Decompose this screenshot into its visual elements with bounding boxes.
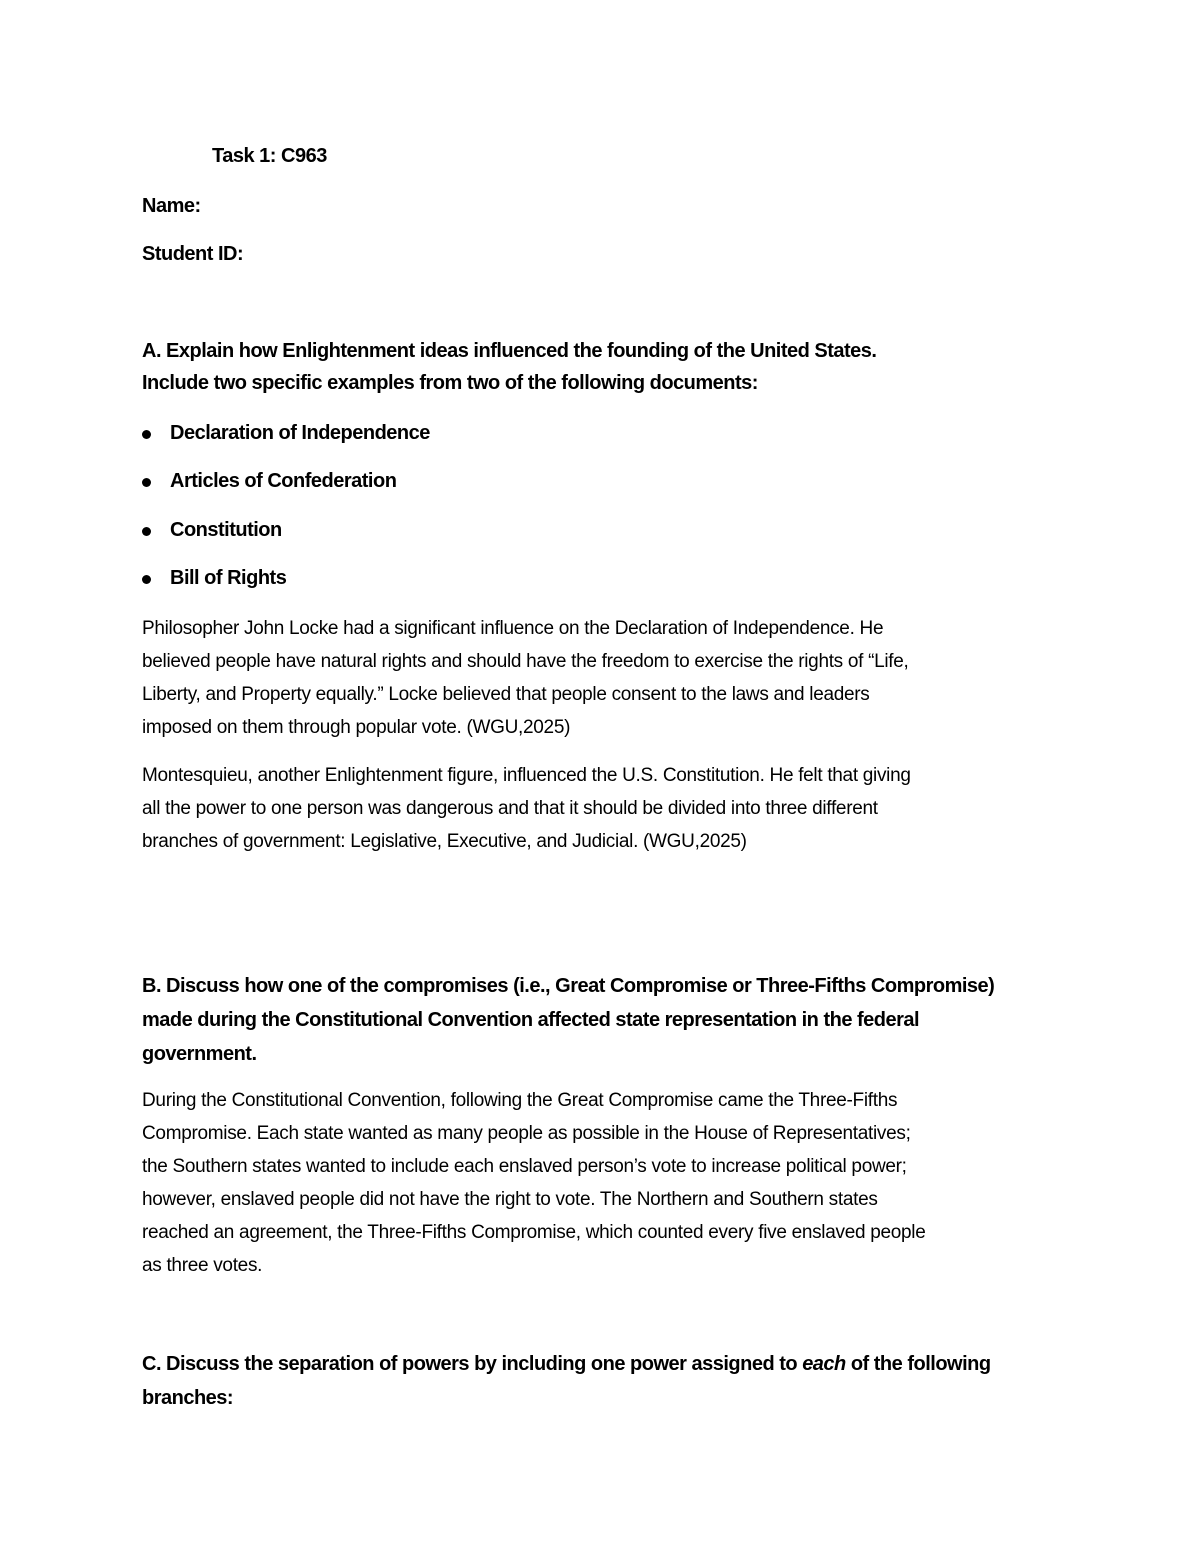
- prompt-line: branches:: [142, 1387, 234, 1409]
- paragraph-line: the Southern states wanted to include each enslaved person’s vote to increase political power;: [142, 1156, 907, 1177]
- document-item-label: Declaration of Independence: [170, 422, 430, 444]
- bullet-icon: [142, 430, 151, 439]
- section-b-prompt: [142, 969, 1072, 1071]
- name-label: Name:: [142, 195, 201, 217]
- paragraph-line: reached an agreement, the Three-Fifths Compromise, which counted every five enslaved people: [142, 1222, 926, 1243]
- paragraph-line: Liberty, and Property equally.” Locke believed that people consent to the laws and leaders: [142, 684, 870, 705]
- prompt-text: C. Discuss the separation of powers by including one power assigned to: [142, 1353, 803, 1375]
- section-a-answer-paragraph-2: [142, 759, 1072, 858]
- document-item-label: Constitution: [170, 519, 282, 541]
- task-title: Task 1: C963: [212, 145, 327, 167]
- list-item: [142, 468, 742, 496]
- prompt-text: of the following: [845, 1353, 991, 1375]
- section-a-answer-paragraph-1: [142, 612, 1072, 744]
- bullet-icon: [142, 478, 151, 487]
- paragraph-line: all the power to one person was dangerous and that it should be divided into three different: [142, 798, 878, 819]
- bullet-icon: [142, 527, 151, 536]
- section-c-prompt: [142, 1347, 1072, 1415]
- prompt-line: [142, 1347, 1072, 1381]
- student-id-label: Student ID:: [142, 243, 244, 265]
- paragraph-line: Philosopher John Locke had a significant influence on the Declaration of Independence. He: [142, 618, 884, 639]
- list-item: [142, 565, 742, 593]
- section-a-prompt-line2: Include two specific examples from two of the following documents:: [142, 372, 758, 394]
- paragraph-line: believed people have natural rights and should have the freedom to exercise the rights of “Life,: [142, 651, 909, 672]
- prompt-line: made during the Constitutional Convention affected state representation in the federal: [142, 1009, 920, 1031]
- paragraph-line: as three votes.: [142, 1255, 263, 1276]
- prompt-line: government.: [142, 1043, 257, 1065]
- document-item-label: Bill of Rights: [170, 567, 287, 589]
- paragraph-line: During the Constitutional Convention, following the Great Compromise came the Three-Fifths: [142, 1090, 898, 1111]
- document-item-label: Articles of Confederation: [170, 470, 397, 492]
- prompt-line: B. Discuss how one of the compromises (i.e., Great Compromise or Three-Fifths Compromise): [142, 975, 995, 997]
- bullet-icon: [142, 575, 151, 584]
- paragraph-line: Compromise. Each state wanted as many people as possible in the House of Representatives;: [142, 1123, 911, 1144]
- paragraph-line: Montesquieu, another Enlightenment figure, influenced the U.S. Constitution. He felt that giving: [142, 765, 911, 786]
- list-item: [142, 517, 742, 545]
- list-item: [142, 420, 742, 448]
- prompt-emphasis: each: [802, 1353, 846, 1375]
- paragraph-line: imposed on them through popular vote. (WGU,2025): [142, 717, 571, 738]
- section-b-answer: [142, 1084, 1072, 1282]
- paragraph-line: however, enslaved people did not have the right to vote. The Northern and Southern states: [142, 1189, 878, 1210]
- paragraph-line: branches of government: Legislative, Executive, and Judicial. (WGU,2025): [142, 831, 747, 852]
- section-a-prompt-line1: A. Explain how Enlightenment ideas influenced the founding of the United States.: [142, 340, 877, 362]
